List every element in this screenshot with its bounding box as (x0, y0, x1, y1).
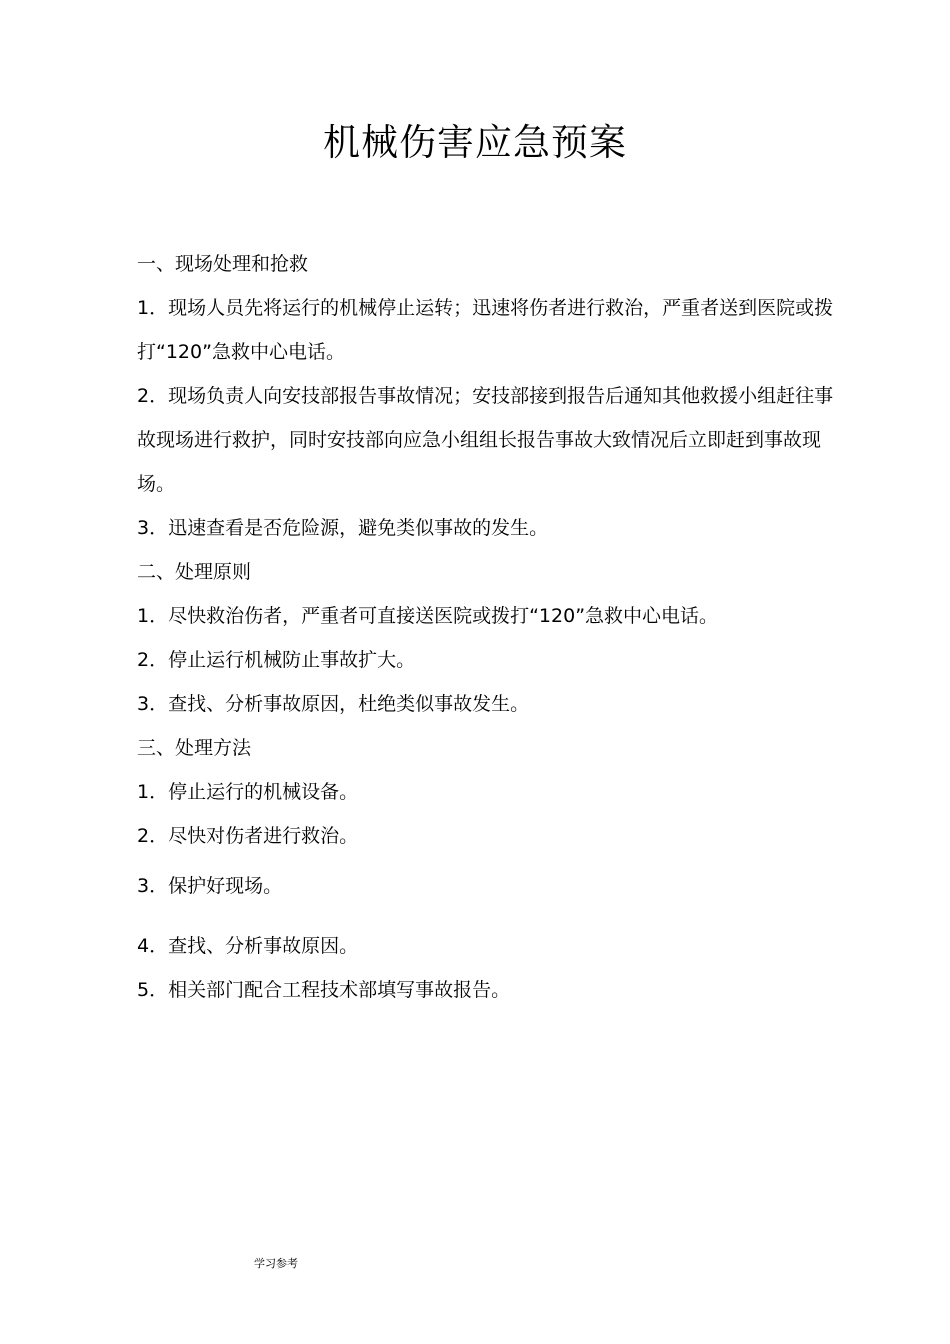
page-footer: 学习参考 (254, 1257, 298, 1270)
list-item: 3．查找、分析事故原因，杜绝类似事故发生。 (137, 693, 530, 715)
document-title: 机械伤害应急预案 (323, 121, 627, 164)
section-heading: 二、处理原则 (137, 561, 252, 583)
list-item: 2．停止运行机械防止事故扩大。 (137, 649, 416, 671)
list-item: 5．相关部门配合工程技术部填写事故报告。 (137, 979, 511, 1001)
document-body (137, 242, 842, 1012)
list-item: 1．停止运行的机械设备。 (137, 781, 359, 803)
section-heading: 三、处理方法 (137, 737, 252, 759)
list-item: 3．迅速查看是否危险源，避免类似事故的发生。 (137, 517, 549, 539)
list-item: 1．现场人员先将运行的机械停止运转；迅速将伤者进行救治，严重者送到医院或拨打“120”急救中心电话。 (137, 297, 834, 363)
list-item: 2．现场负责人向安技部报告事故情况；安技部接到报告后通知其他救援小组赶往事故现场进行救护，同时安技部向应急小组组长报告事故大致情况后立即赶到事故现场。 (137, 385, 834, 495)
list-item: 2．尽快对伤者进行救治。 (137, 825, 359, 847)
list-item: 1．尽快救治伤者，严重者可直接送医院或拨打“120”急救中心电话。 (137, 605, 719, 627)
section-heading: 一、现场处理和抢救 (137, 253, 309, 275)
list-item: 3．保护好现场。 (137, 875, 283, 897)
spacer (137, 908, 842, 924)
list-item: 4．查找、分析事故原因。 (137, 935, 359, 957)
